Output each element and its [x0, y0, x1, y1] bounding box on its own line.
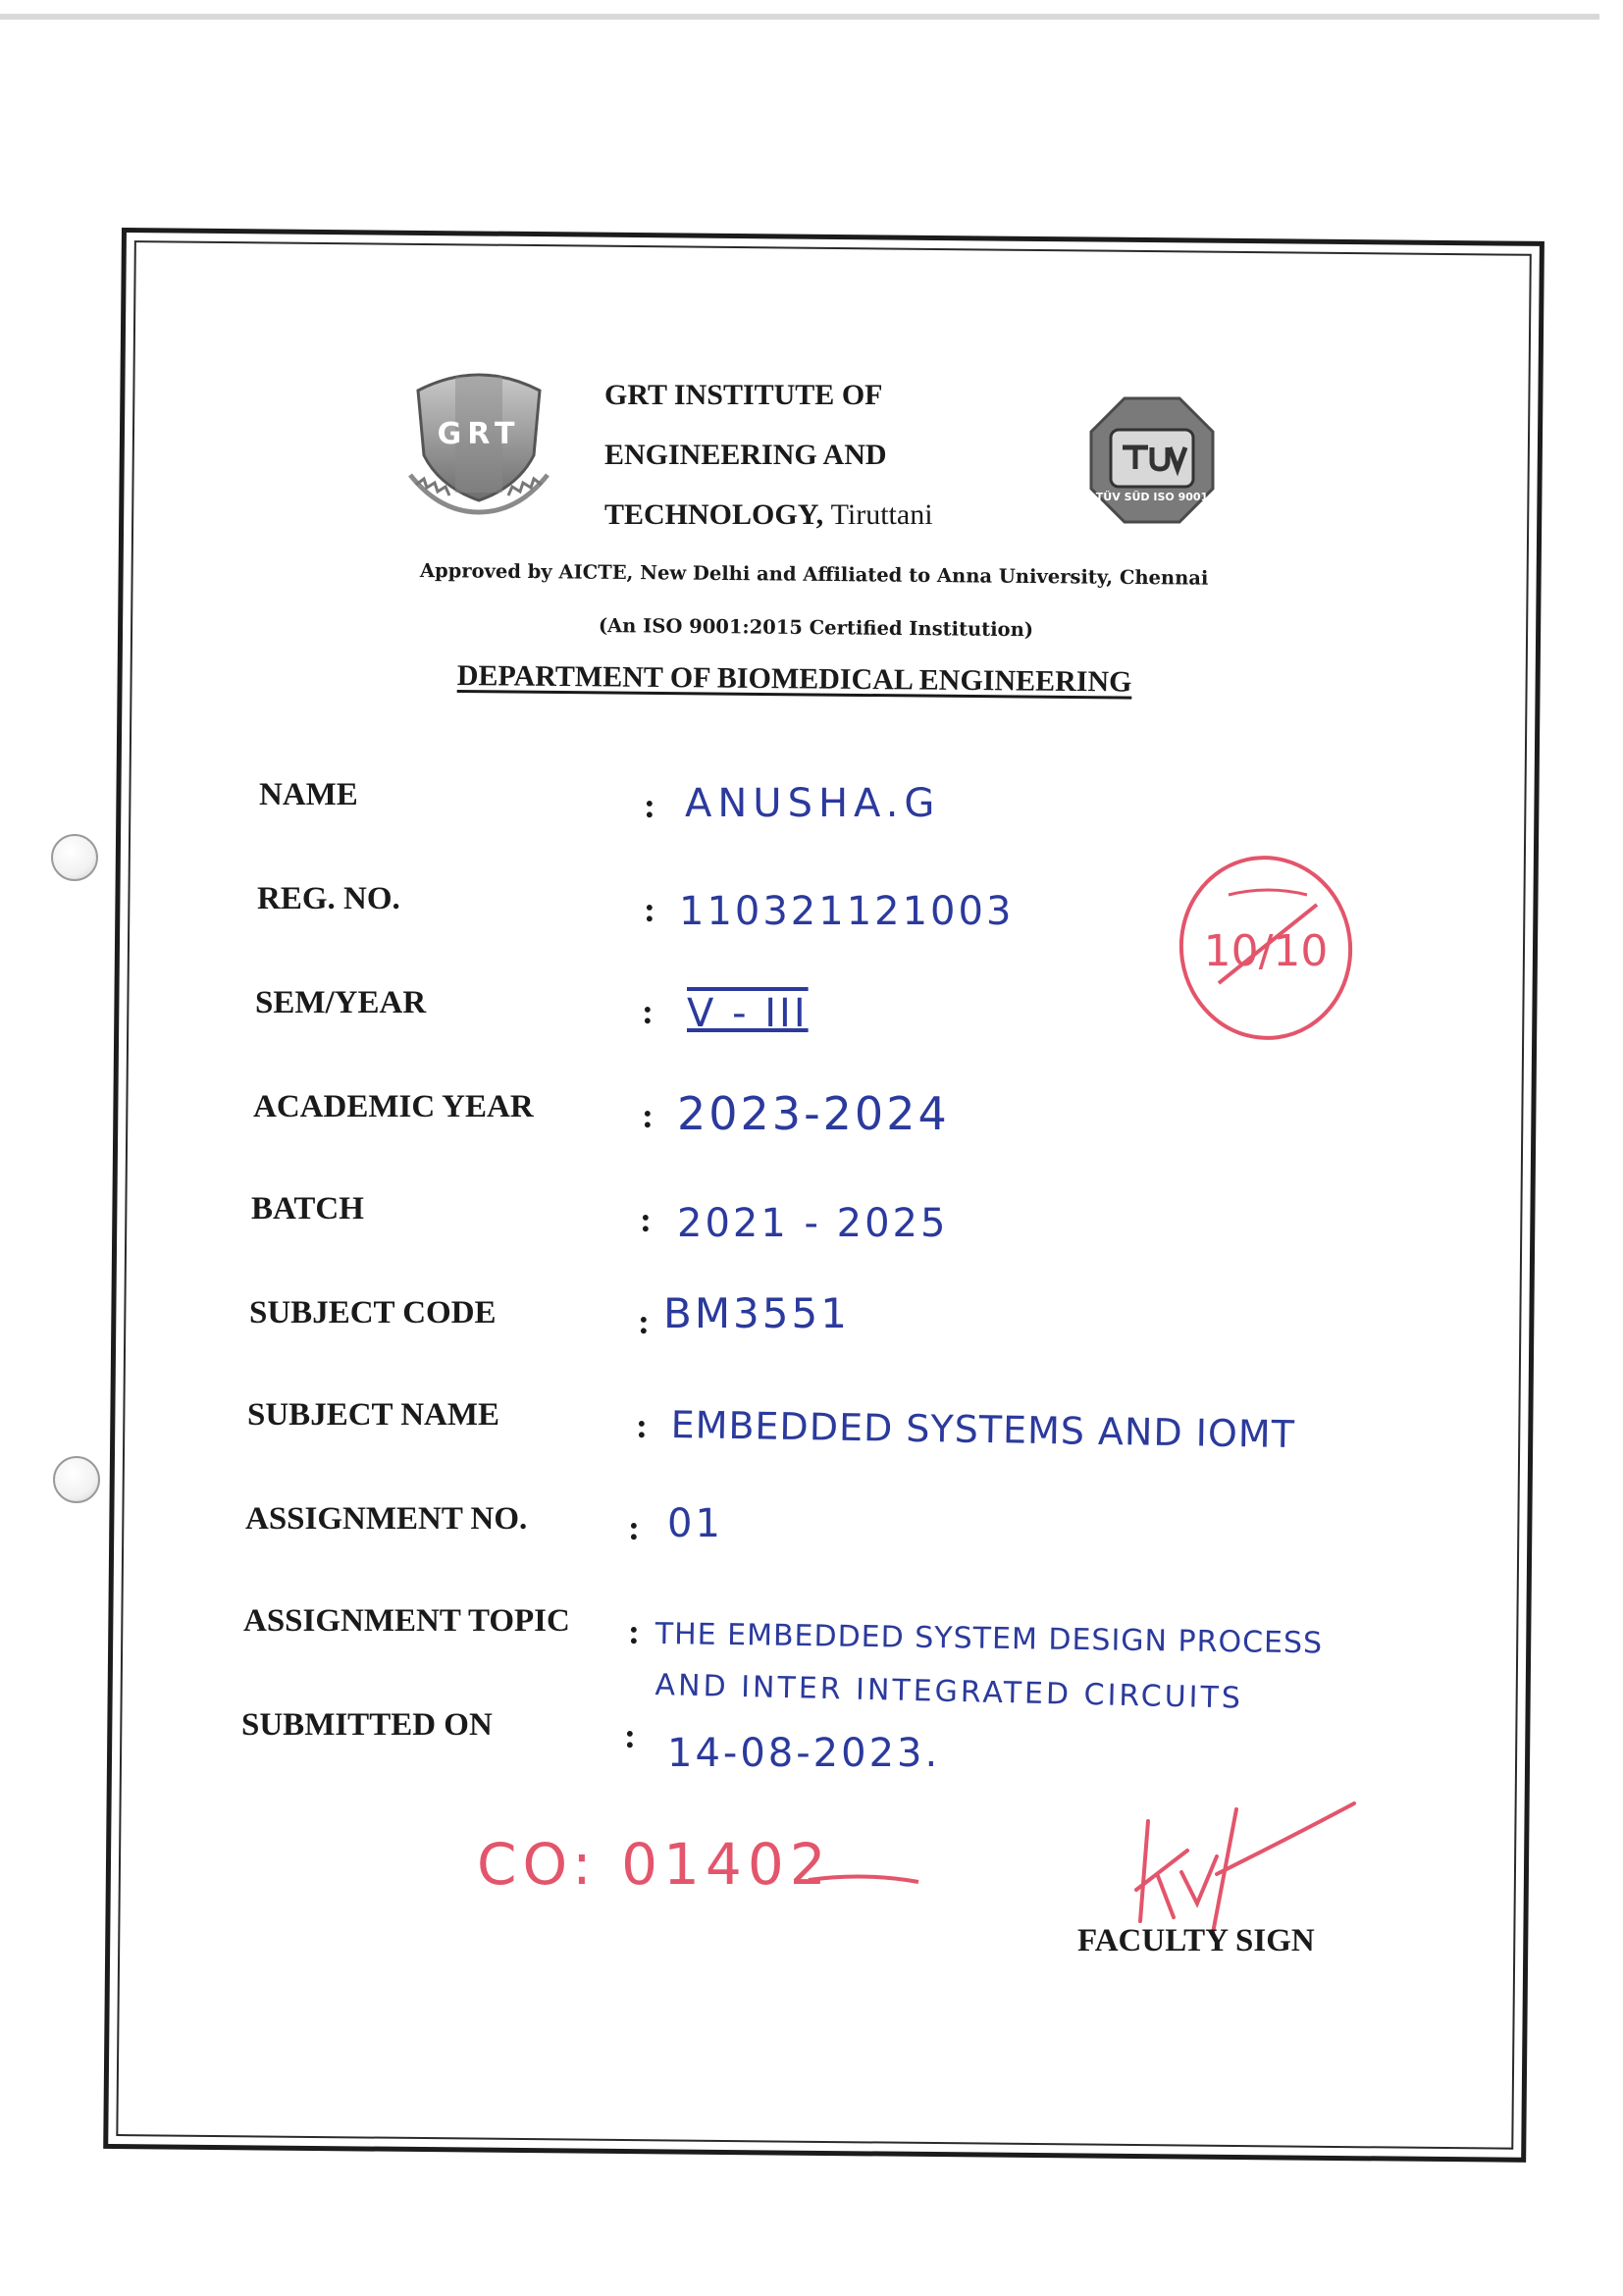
- colon: :: [638, 1302, 650, 1341]
- value-assignment-no: 01: [667, 1501, 723, 1546]
- colon: :: [628, 1508, 640, 1547]
- grade-mark: [1170, 846, 1362, 1048]
- institution-name-line2: ENGINEERING AND: [604, 439, 887, 471]
- colon: :: [624, 1716, 636, 1755]
- department-title: DEPARTMENT OF BIOMEDICAL ENGINEERING: [456, 659, 1132, 699]
- label-assignment-no: ASSIGNMENT NO.: [245, 1501, 528, 1537]
- institution-name: [604, 365, 933, 545]
- label-batch: BATCH: [251, 1191, 364, 1226]
- punch-hole-bottom: [53, 1456, 100, 1503]
- tuv-logo-text: TÜV SÜD ISO 9001: [1095, 491, 1209, 503]
- iso-certification: (An ISO 9001:2015 Certified Institution): [598, 614, 1034, 642]
- colon: :: [636, 1406, 648, 1445]
- approval-line: Approved by AICTE, New Delhi and Affiliated to Anna University, Chennai: [419, 559, 1209, 590]
- co-mark: CO: 01402: [477, 1831, 832, 1898]
- institution-name-line1: GRT INSTITUTE OF: [604, 379, 883, 411]
- value-batch: 2021 - 2025: [677, 1201, 949, 1246]
- label-academic-year: ACADEMIC YEAR: [253, 1089, 534, 1124]
- value-name: ANUSHA.G: [685, 781, 941, 826]
- value-assignment-topic-line2: AND INTER INTEGRATED CIRCUITS: [654, 1668, 1244, 1716]
- grt-logo: [400, 365, 557, 522]
- label-subject-name: SUBJECT NAME: [247, 1397, 500, 1433]
- colon: :: [640, 1200, 652, 1239]
- grt-logo-text: GRT: [437, 417, 521, 451]
- label-assignment-topic: ASSIGNMENT TOPIC: [243, 1603, 570, 1639]
- colon: :: [642, 1096, 654, 1135]
- value-submitted-on: 14-08-2023.: [667, 1731, 941, 1776]
- value-subject-name: EMBEDDED SYSTEMS AND IOMT: [670, 1403, 1296, 1456]
- label-subject-code: SUBJECT CODE: [249, 1295, 497, 1331]
- colon: :: [644, 786, 655, 825]
- value-reg-no: 110321121003: [679, 889, 1015, 934]
- institution-place: Tiruttani: [830, 498, 933, 531]
- institution-name-line3: [604, 485, 933, 545]
- faculty-sign-label: FACULTY SIGN: [1077, 1923, 1315, 1958]
- label-name: NAME: [259, 777, 358, 812]
- value-subject-code: BM3551: [663, 1289, 850, 1337]
- label-submitted-on: SUBMITTED ON: [241, 1707, 493, 1743]
- punch-hole-top: [51, 834, 98, 881]
- tuv-logo: [1083, 391, 1221, 530]
- label-sem-year: SEM/YEAR: [255, 985, 427, 1020]
- institution-name-tech: TECHNOLOGY,: [604, 498, 824, 531]
- grade-text: 10/10: [1203, 926, 1329, 976]
- label-reg-no: REG. NO.: [257, 881, 400, 916]
- value-assignment-topic-line1: THE EMBEDDED SYSTEM DESIGN PROCESS: [654, 1617, 1324, 1661]
- colon: :: [628, 1612, 640, 1651]
- co-underline: [805, 1862, 922, 1892]
- value-sem-year: V - III: [687, 991, 809, 1036]
- colon: :: [642, 992, 654, 1031]
- value-academic-year: 2023-2024: [677, 1087, 950, 1140]
- scan-edge: [0, 14, 1599, 20]
- colon: :: [644, 890, 655, 929]
- faculty-signature: [1119, 1796, 1364, 1943]
